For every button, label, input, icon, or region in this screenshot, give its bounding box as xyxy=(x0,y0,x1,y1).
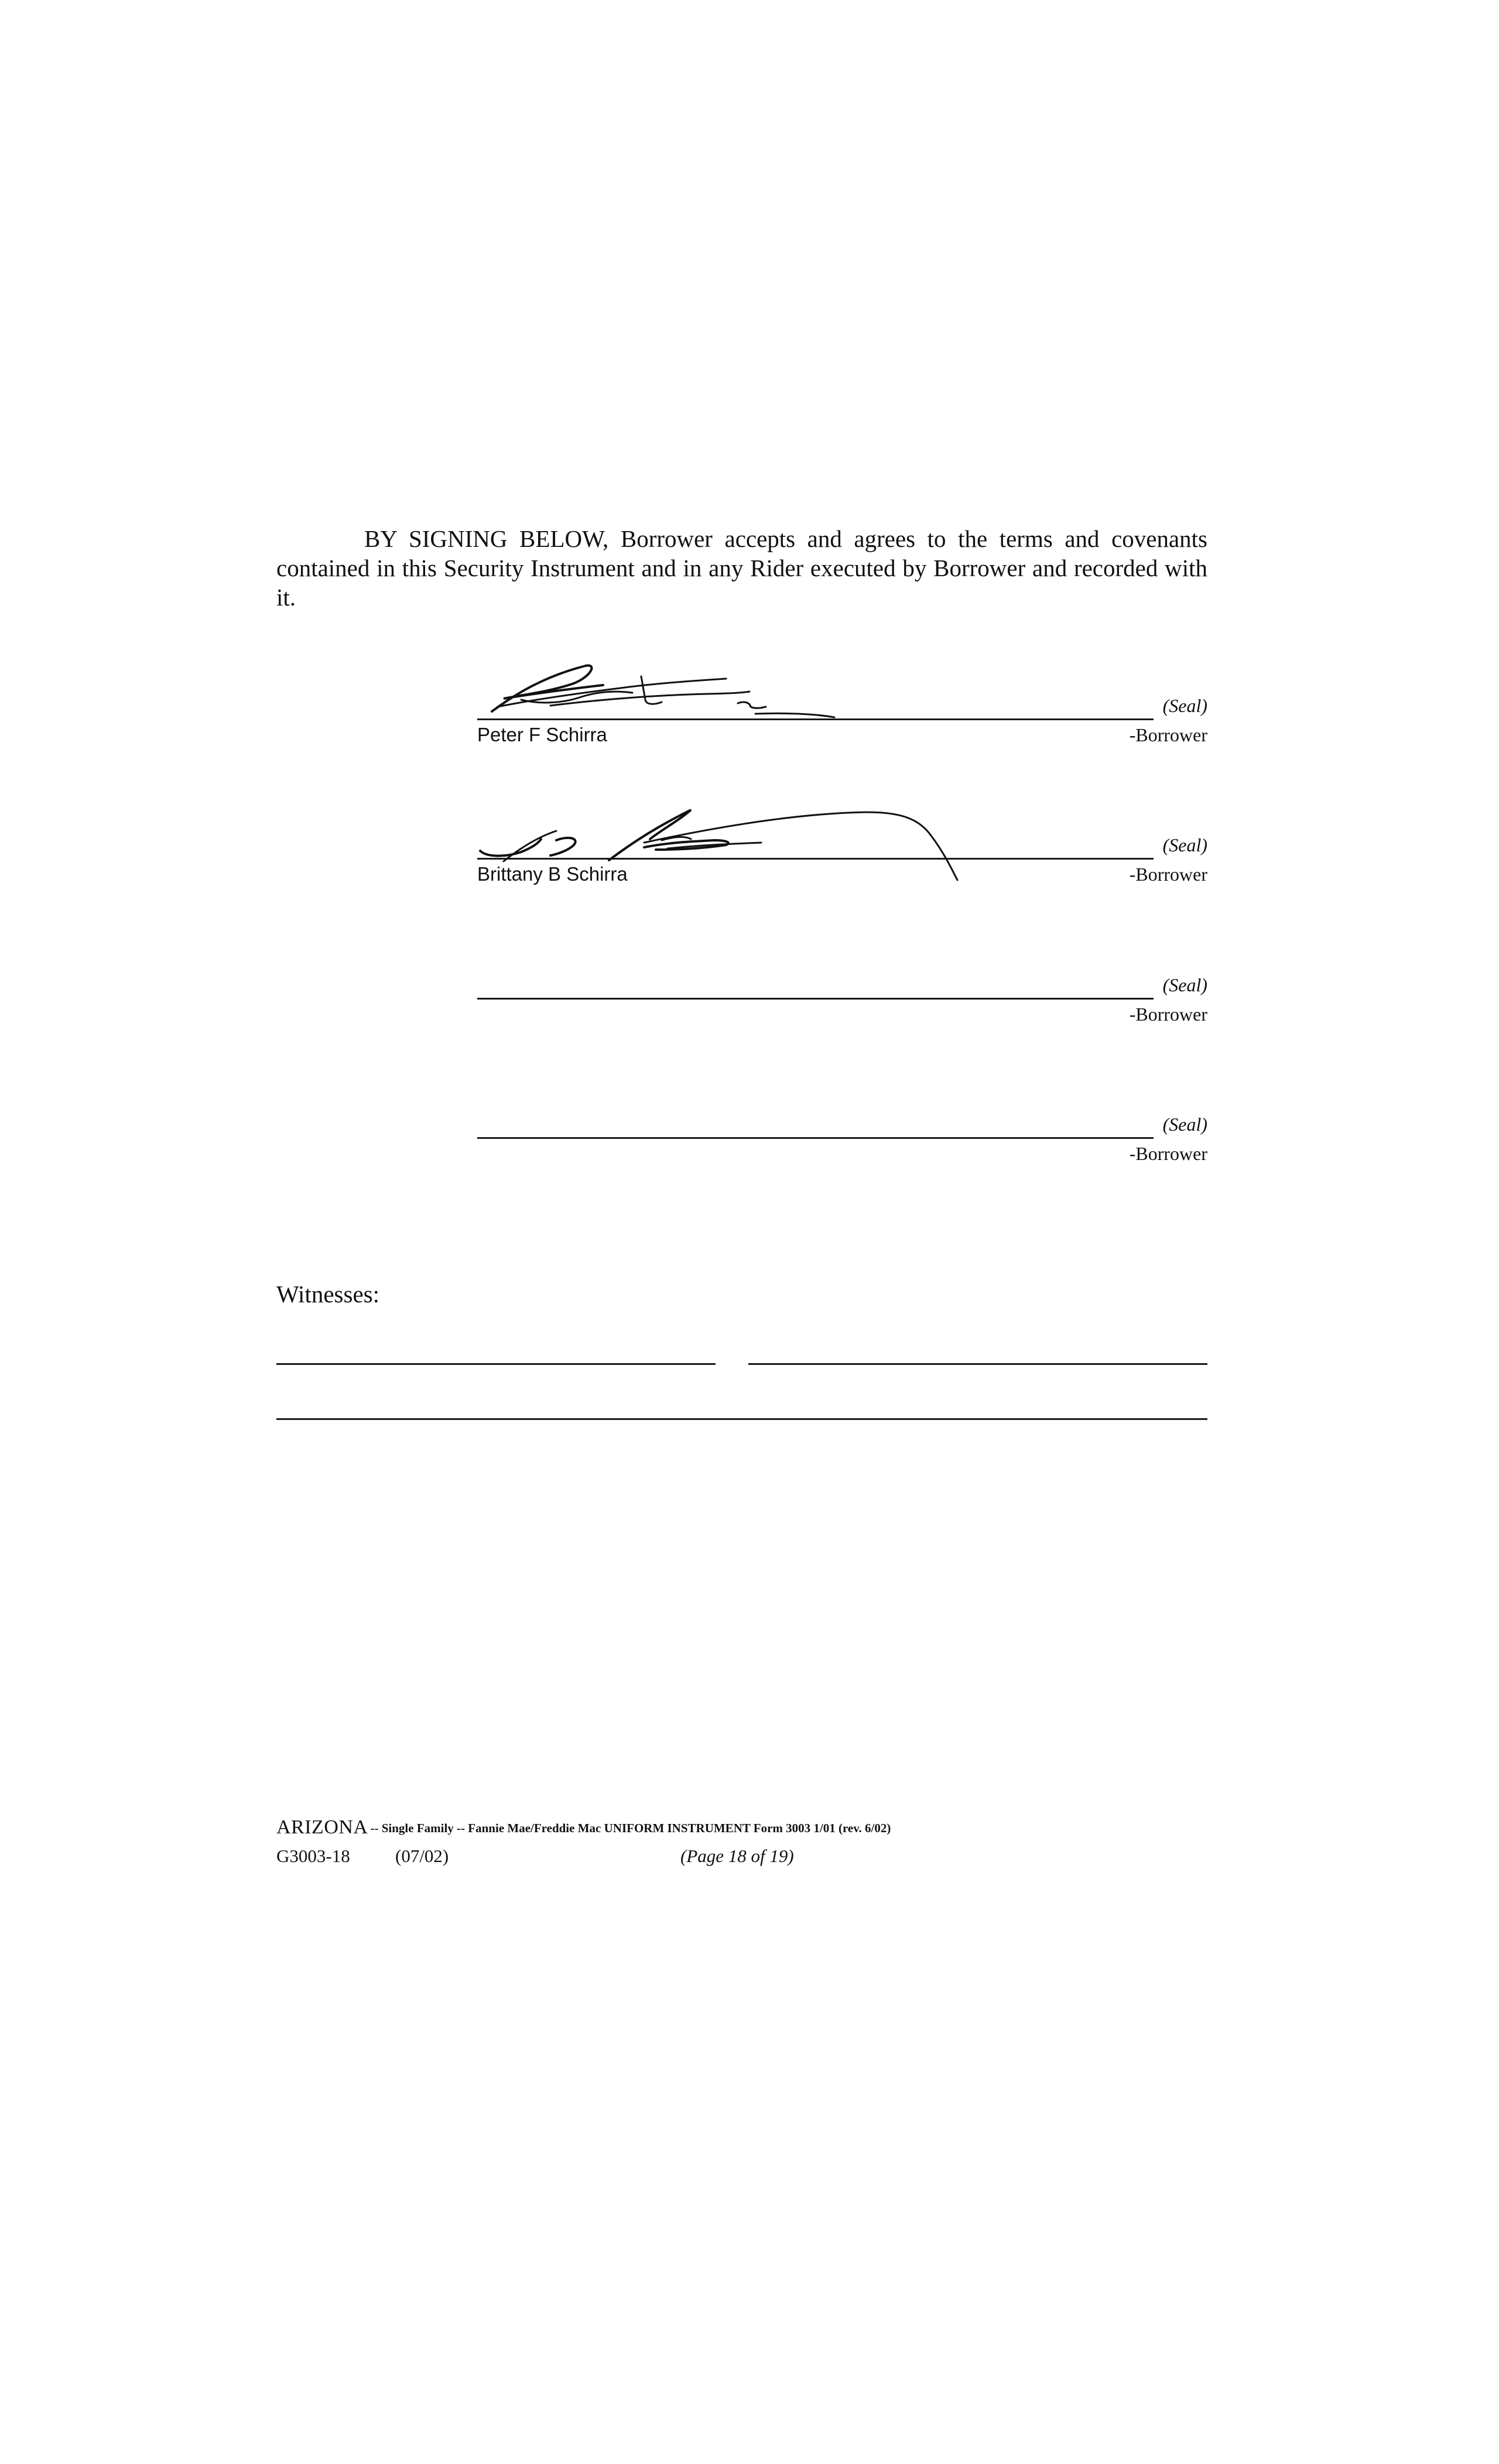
witness-line-3 xyxy=(276,1418,1207,1420)
footer-page-number: (Page 18 of 19) xyxy=(680,1846,794,1866)
witness-line-1 xyxy=(276,1363,716,1365)
borrower-name-1: Peter F Schirra xyxy=(477,724,607,745)
seal-label-4: (Seal) xyxy=(1162,1114,1207,1135)
signature-line-4 xyxy=(477,1137,1154,1139)
signature-line-3 xyxy=(477,998,1154,1000)
footer-form-date: (07/02) xyxy=(395,1846,449,1866)
signing-statement-lead: BY SIGNING BELOW, xyxy=(364,525,609,552)
seal-label-1: (Seal) xyxy=(1162,695,1207,716)
footer-state: ARIZONA xyxy=(276,1816,368,1838)
signature-block-4 xyxy=(477,1113,1207,1183)
signing-statement xyxy=(276,524,1207,612)
signature-line-1 xyxy=(477,718,1154,720)
signing-statement-text: Borrower accepts and agrees to the terms and covenants contained in this Security Instrument and in any Rider executed by Borrower and recorded with it. xyxy=(276,525,1208,611)
seal-label-3: (Seal) xyxy=(1162,974,1207,995)
witness-line-2 xyxy=(748,1363,1207,1365)
signature-block-2 xyxy=(477,833,1207,904)
borrower-role-4: -Borrower xyxy=(1129,1143,1207,1164)
signature-block-3 xyxy=(477,973,1207,1043)
borrower-role-1: -Borrower xyxy=(1129,724,1207,745)
seal-label-2: (Seal) xyxy=(1162,834,1207,855)
form-footer-title xyxy=(276,1816,891,1839)
signature-line-2 xyxy=(477,858,1154,860)
borrower-name-2: Brittany B Schirra xyxy=(477,863,628,885)
signature-block-1 xyxy=(477,694,1207,764)
footer-form-description: -- Single Family -- Fannie Mae/Freddie Mac UNIFORM INSTRUMENT Form 3003 1/01 (rev. 6/02) xyxy=(370,1821,891,1835)
borrower-role-2: -Borrower xyxy=(1129,864,1207,885)
witnesses-label: Witnesses: xyxy=(276,1281,379,1308)
footer-form-code: G3003-18 xyxy=(276,1846,350,1866)
borrower-role-3: -Borrower xyxy=(1129,1004,1207,1025)
signature-peter-schirra xyxy=(480,653,843,723)
